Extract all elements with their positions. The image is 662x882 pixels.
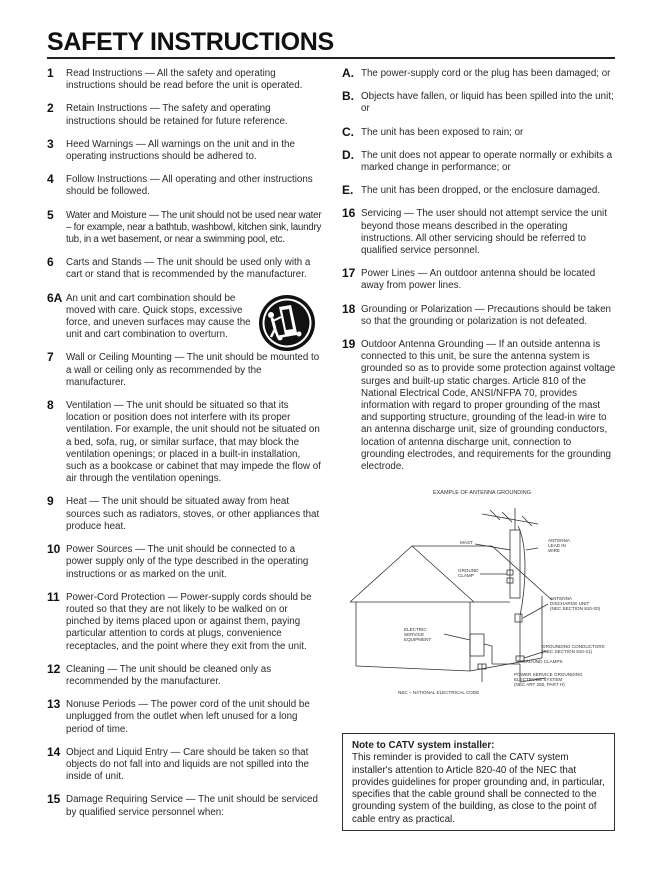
label-nec-note: NEC – NATIONAL ELECTRICAL CODE <box>398 690 480 695</box>
cart-tip-over-warning-icon <box>257 293 317 353</box>
item-number: 13 <box>47 697 61 712</box>
instruction-item <box>47 290 322 342</box>
item-text: The unit has been exposed to rain; or <box>361 126 524 138</box>
item-text: Grounding or Polarization — Precautions should be taken so that the grounding or polarization is not defeated. <box>361 303 611 327</box>
item-number: 6 <box>47 255 54 270</box>
right-column <box>342 68 617 473</box>
item-number: D. <box>342 147 354 162</box>
item-number: 11 <box>47 589 60 604</box>
item-text: Objects have fallen, or liquid has been spilled into the unit; or <box>361 91 614 115</box>
item-number: 19 <box>342 337 356 352</box>
label-antenna-lead: ANTENNA LEAD IN WIRE <box>548 538 570 554</box>
item-number: 14 <box>47 744 61 759</box>
item-text: Power Lines — An outdoor antenna should be located away from power lines. <box>361 268 596 292</box>
instruction-item <box>47 68 322 92</box>
title-divider <box>47 57 615 59</box>
item-text: Water and Moisture — The unit should not be used near water – for example, near a bathtub, washbowl, kitchen sink, laundry tub, in a wet basement, or near a swimming pool, etc. <box>66 209 322 246</box>
label-mast: MAST <box>460 540 473 545</box>
instruction-item <box>47 257 322 281</box>
item-number: B. <box>342 89 354 104</box>
item-number: A. <box>342 66 354 80</box>
item-number: 6A <box>47 290 63 305</box>
item-text: Heed Warnings — All warnings on the unit and in the operating instructions should be adhered to. <box>66 138 295 163</box>
instruction-item <box>342 124 617 139</box>
item-text: Nonuse Periods — The power cord of the unit should be unplugged from the outlet when left unused for a long period of time. <box>66 699 310 735</box>
item-number: 9 <box>47 494 54 509</box>
instruction-item <box>342 268 617 292</box>
item-text: Heat — The unit should be situated away from heat sources such as radiators, stoves, or other appliances that produce heat. <box>66 496 320 532</box>
item-text: Object and Liquid Entry — Care should be taken so that objects do not fall into and liquids are not spilled into the inside of unit. <box>66 746 309 783</box>
instruction-item <box>47 699 322 736</box>
label-power-service: POWER SERVICE GROUNDING ELECTRODE SYSTEM (NEC ART 250, PART H) <box>514 672 583 688</box>
instruction-item <box>342 208 617 257</box>
item-number: 4 <box>47 172 54 187</box>
label-ground-clamp: GROUND CLAMP <box>458 568 479 579</box>
instruction-item <box>47 496 322 533</box>
item-number: E. <box>342 183 354 198</box>
item-text: Outdoor Antenna Grounding — If an outside antenna is connected to this unit, be sure the antenna system is grounded so as to provide some protection against voltage surges and built-up static charges. Article 810 of the National Electrical Code, ANSI/NFPA 70, provides information with regard to proper grounding of the mast and supporting structure, grounding of the lead-in wire to an antenna discharge unit, size of grounding conductors, location of antenna discharge unit, connection to grounding electrodes, and requirements for the grounding electrode. <box>361 339 616 473</box>
item-text: Power-Cord Protection — Power-supply cords should be routed so that they are not likely to be walked on or pinched by items placed upon or against them, paying particular attention to cords at plugs, convenience receptacles, and the point where they exit from the unit. <box>66 591 312 652</box>
note-body: This reminder is provided to call the CATV system installer's attention to Article 820-40 of the NEC that provides guidelines for proper grounding and, in particular, specifies that the cable ground shall be connected to the grounding system of the building, as close to the point of cable entry as practical. <box>352 752 605 825</box>
page-title: SAFETY INSTRUCTIONS <box>47 28 334 56</box>
instruction-item <box>47 544 322 581</box>
left-column <box>47 68 322 819</box>
item-number: 12 <box>47 661 61 676</box>
item-text: The unit does not appear to operate normally or exhibits a marked change in performance; or <box>361 149 613 174</box>
instruction-item <box>47 794 322 818</box>
item-text: Carts and Stands — The unit should be used only with a cart or stand that is recommended by the manufacturer. <box>66 257 311 281</box>
item-text: Ventilation — The unit should be situated so that its location or position does not interfere with its proper ventilation. For example, the unit should not be situated on a bed, sofa, rug, or similar surface, that may block the ventilation openings; or placed in a built-in installation, such as a bookcase or cabinet that may impede the flow of air through the ventilation openings. <box>66 400 321 485</box>
item-number: 5 <box>47 207 54 222</box>
item-text: Cleaning — The unit should be cleaned only as recommended by the manufacturer. <box>66 663 272 687</box>
instruction-item <box>47 136 322 163</box>
item-text: Follow Instructions — All operating and other instructions should be followed. <box>66 174 313 198</box>
item-number: 18 <box>342 301 356 316</box>
item-number: 1 <box>47 66 54 80</box>
instruction-item <box>47 744 322 784</box>
house-antenna-illustration <box>342 486 622 701</box>
instruction-item <box>342 91 617 115</box>
item-text: The unit has been dropped, or the enclosure damaged. <box>361 185 601 197</box>
instruction-item <box>47 207 322 247</box>
instruction-item <box>47 352 322 389</box>
item-number: 7 <box>47 350 54 365</box>
label-grounding-conductors: GROUNDING CONDUCTORS (NEC SECTION 810-21) <box>542 644 605 655</box>
label-ground-clamps: GROUND CLAMPS <box>522 659 563 664</box>
instruction-item <box>342 185 617 197</box>
item-text: Wall or Ceiling Mounting — The unit should be mounted to a wall or ceiling only as recommended by the manufacturer. <box>66 352 320 388</box>
instruction-item <box>47 174 322 198</box>
catv-installer-note <box>342 733 615 831</box>
item-text: The power-supply cord or the plug has been damaged; or <box>361 68 611 79</box>
item-text: Power Sources — The unit should be connected to a power supply only of the type described in the operating instructions or as marked on the unit. <box>66 544 309 580</box>
instruction-item <box>47 400 322 485</box>
item-text: Damage Requiring Service — The unit should be serviced by qualified service personnel when: <box>66 794 318 818</box>
item-number: 17 <box>342 266 356 281</box>
instruction-item <box>342 301 617 328</box>
item-text: Read Instructions — All the safety and operating instructions should be read before the unit is operated. <box>66 68 303 92</box>
antenna-grounding-diagram <box>342 486 622 701</box>
item-number: C. <box>342 124 354 139</box>
item-number: 16 <box>342 206 356 221</box>
item-text: Servicing — The user should not attempt service the unit beyond those means described in the operating instructions. All other servicing should be referred to qualified service personnel. <box>361 208 607 257</box>
item-number: 15 <box>47 792 61 807</box>
diagram-caption: EXAMPLE OF ANTENNA GROUNDING <box>432 490 532 496</box>
item-number: 2 <box>47 101 54 116</box>
label-discharge-unit: ANTENNA DISCHARGE UNIT (NEC SECTION 810-20) <box>550 596 601 612</box>
item-text: An unit and cart combination should be moved with care. Quick stops, excessive force, and uneven surfaces may cause the unit and cart combination to overturn. <box>66 292 251 341</box>
instruction-item <box>47 103 322 127</box>
instruction-item <box>342 68 617 80</box>
instruction-item <box>342 339 617 473</box>
label-electric-service: ELECTRIC SERVICE EQUIPMENT <box>404 627 432 643</box>
instruction-item <box>47 589 322 653</box>
instruction-item <box>342 147 617 174</box>
instruction-item <box>47 661 322 688</box>
item-number: 10 <box>47 542 61 557</box>
item-number: 3 <box>47 136 54 151</box>
item-text: Retain Instructions — The safety and operating instructions should be retained for future reference. <box>66 103 288 127</box>
item-number: 8 <box>47 398 54 413</box>
note-title: Note to CATV system installer: <box>352 740 495 751</box>
